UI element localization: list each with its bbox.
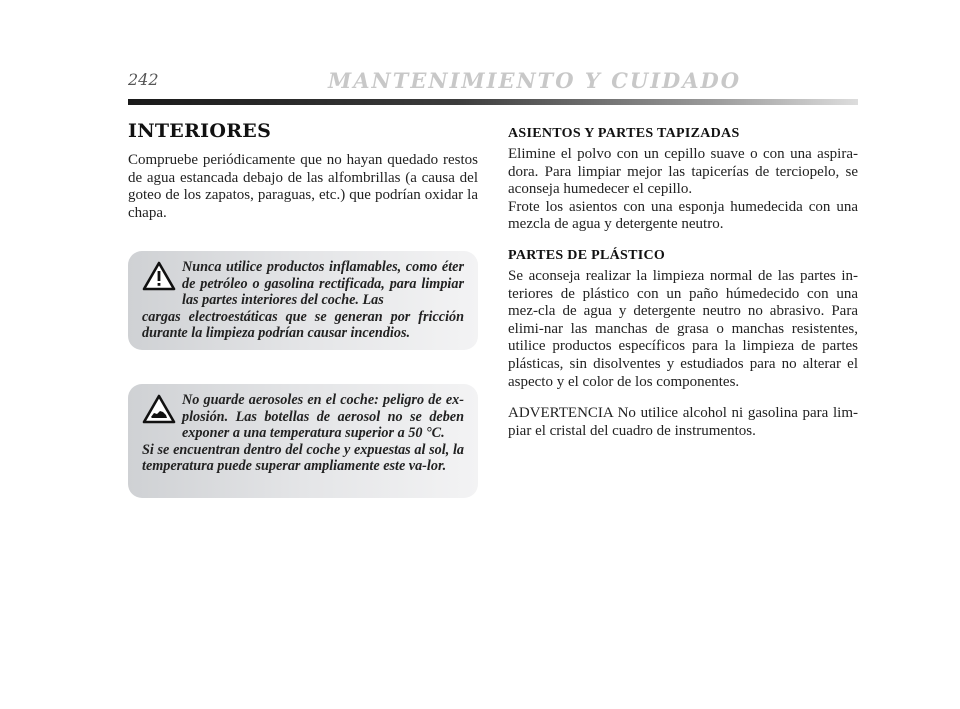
warning-lead: Nunca utilice productos inflamables, como éter de petróleo o gasolina rectificada, para limpiar las partes interiores del coche. Las	[182, 259, 464, 309]
advertencia-text: ADVERTENCIA No utilice alcohol ni gasolina para lim-piar el cristal del cuadro de instrumentos.	[508, 405, 858, 439]
section-title-interiores: INTERIORES	[128, 120, 272, 142]
warning-text-flammable	[142, 259, 464, 342]
warning-triangle-icon	[142, 261, 176, 291]
warning-text-aerosol	[142, 392, 464, 475]
left-column	[128, 120, 478, 222]
plastico-text: Se aconseja realizar la limpieza normal de las partes in-teriores de plástico con un paño húmedecido con una mez-cla de agua y detergente neutro no abrasivo. Para elimi-nar las manchas de grasa o manchas resistentes, utilice productos específicos para la limpieza de partes plásticas, sin disolventes y estudiados para no alterar el aspecto y el color de los componentes.	[508, 267, 858, 390]
warning-hand-triangle-icon	[142, 394, 176, 424]
page-number: 242	[128, 70, 159, 89]
warning-rest: cargas electroestáticas que se generan por fricción durante la limpieza podrían causar incendios.	[142, 308, 464, 342]
asientos-text-2: Frote los asientos con una esponja humedecida con una mezcla de agua y detergente neutro.	[508, 198, 858, 233]
header-rule	[128, 99, 858, 105]
warning-box-flammable	[128, 251, 478, 350]
interiores-intro: Compruebe periódicamente que no hayan quedado restos de agua estancada debajo de las alfombrillas (a causa del goteo de los zapatos, paraguas, etc.) que podrían oxidar la chapa.	[128, 152, 478, 221]
right-column	[508, 126, 858, 440]
warning-lead: No guarde aerosoles en el coche: peligro de ex-plosión. Las botellas de aerosol no se deben exponer a una temperatura superior a 50 °C.	[182, 392, 464, 442]
page-header	[128, 70, 858, 94]
asientos-text-1: Elimine el polvo con un cepillo suave o con una aspira-dora. Para limpiar mejor las tapicerías de terciopelo, se aconseja humedecer el cepillo.	[508, 146, 858, 198]
section-title-plastico: PARTES DE PLÁSTICO	[508, 247, 666, 263]
chapter-title: MANTENIMIENTO Y CUIDADO	[328, 68, 742, 93]
section-title-asientos: ASIENTOS Y PARTES TAPIZADAS	[508, 126, 740, 141]
warning-box-aerosol	[128, 384, 478, 498]
warning-rest: Si se encuentran dentro del coche y expuestas al sol, la temperatura puede superar ampliamente este va-lor.	[142, 441, 464, 475]
